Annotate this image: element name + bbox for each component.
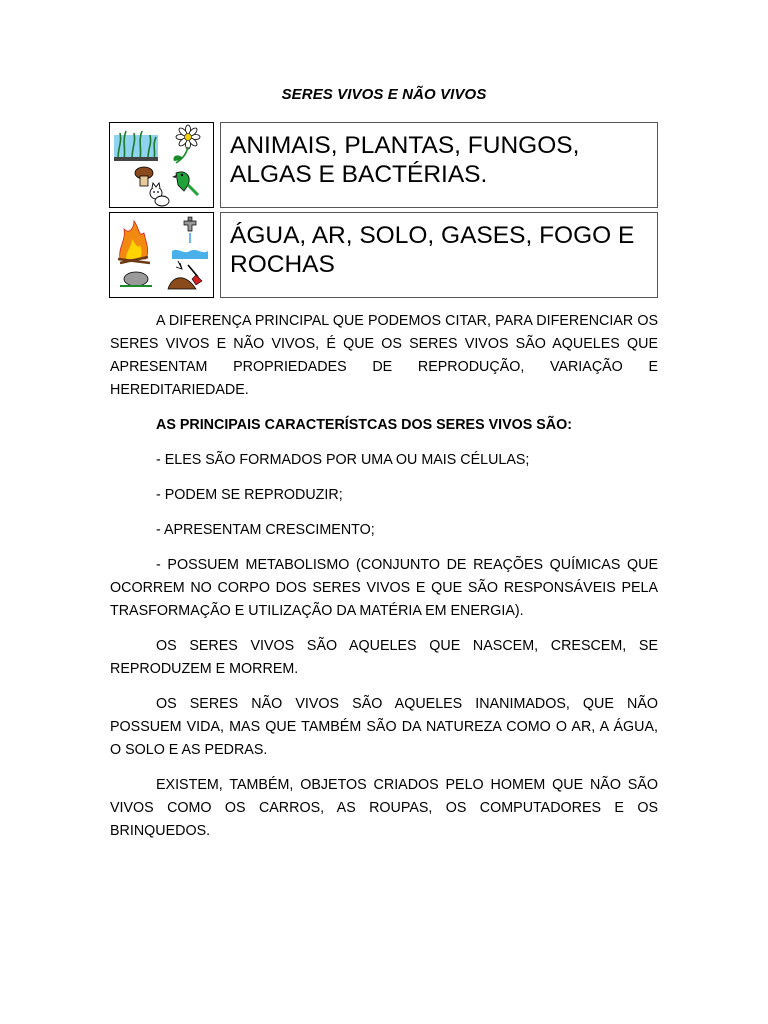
list-item: - APRESENTAM CRESCIMENTO; <box>156 522 375 538</box>
document-body <box>110 310 658 855</box>
non-living-label-box <box>220 212 658 298</box>
document-title: SERES VIVOS E NÃO VIVOS <box>281 86 487 103</box>
non-living-label: ÁGUA, AR, SOLO, GASES, FOGO E ROCHAS <box>230 222 635 278</box>
paragraph-difference: A DIFERENÇA PRINCIPAL QUE PODEMOS CITAR, PARA DIFERENCIAR OS SERES VIVOS E NÃO VIVOS, É QUE OS SERES VIVOS SÃO AQUELES QUE APRESENTAM PROPRIEDADES DE REPRODUÇÃO, VARIAÇÃO E HEREDITARIEDADE. <box>110 313 658 398</box>
paragraph-non-living: OS SERES NÃO VIVOS SÃO AQUELES INANIMADOS, QUE NÃO POSSUEM VIDA, MAS QUE TAMBÉM SÃO DA NATUREZA COMO O AR, A ÁGUA, O SOLO E AS PEDRAS. <box>110 696 658 758</box>
non-living-card <box>109 212 658 298</box>
living-beings-icon <box>110 123 213 207</box>
list-item: - PODEM SE REPRODUZIR; <box>156 487 343 503</box>
living-beings-label: ANIMAIS, PLANTAS, FUNGOS, ALGAS E BACTÉRIAS. <box>230 132 580 188</box>
non-living-picture <box>109 212 214 298</box>
paragraph-living: OS SERES VIVOS SÃO AQUELES QUE NASCEM, CRESCEM, SE REPRODUZEM E MORREM. <box>110 638 658 677</box>
living-beings-picture <box>109 122 214 208</box>
characteristics-heading: AS PRINCIPAIS CARACTERÍSTCAS DOS SERES VIVOS SÃO: <box>156 417 572 433</box>
living-beings-label-box <box>220 122 658 208</box>
list-item: - POSSUEM METABOLISMO (CONJUNTO DE REAÇÕES QUÍMICAS QUE OCORREM NO CORPO DOS SERES VIVOS E QUE SÃO RESPONSÁVEIS PELA TRASFORMAÇÃO E UTILIZAÇÃO DA MATÉRIA EM ENERGIA). <box>110 557 658 619</box>
non-living-things-icon <box>110 213 213 297</box>
paragraph-objects: EXISTEM, TAMBÉM, OBJETOS CRIADOS PELO HOMEM QUE NÃO SÃO VIVOS COMO OS CARROS, AS ROUPAS, OS COMPUTADORES E OS BRINQUEDOS. <box>110 777 658 839</box>
list-item: - ELES SÃO FORMADOS POR UMA OU MAIS CÉLULAS; <box>156 452 530 468</box>
living-beings-card <box>109 122 658 208</box>
